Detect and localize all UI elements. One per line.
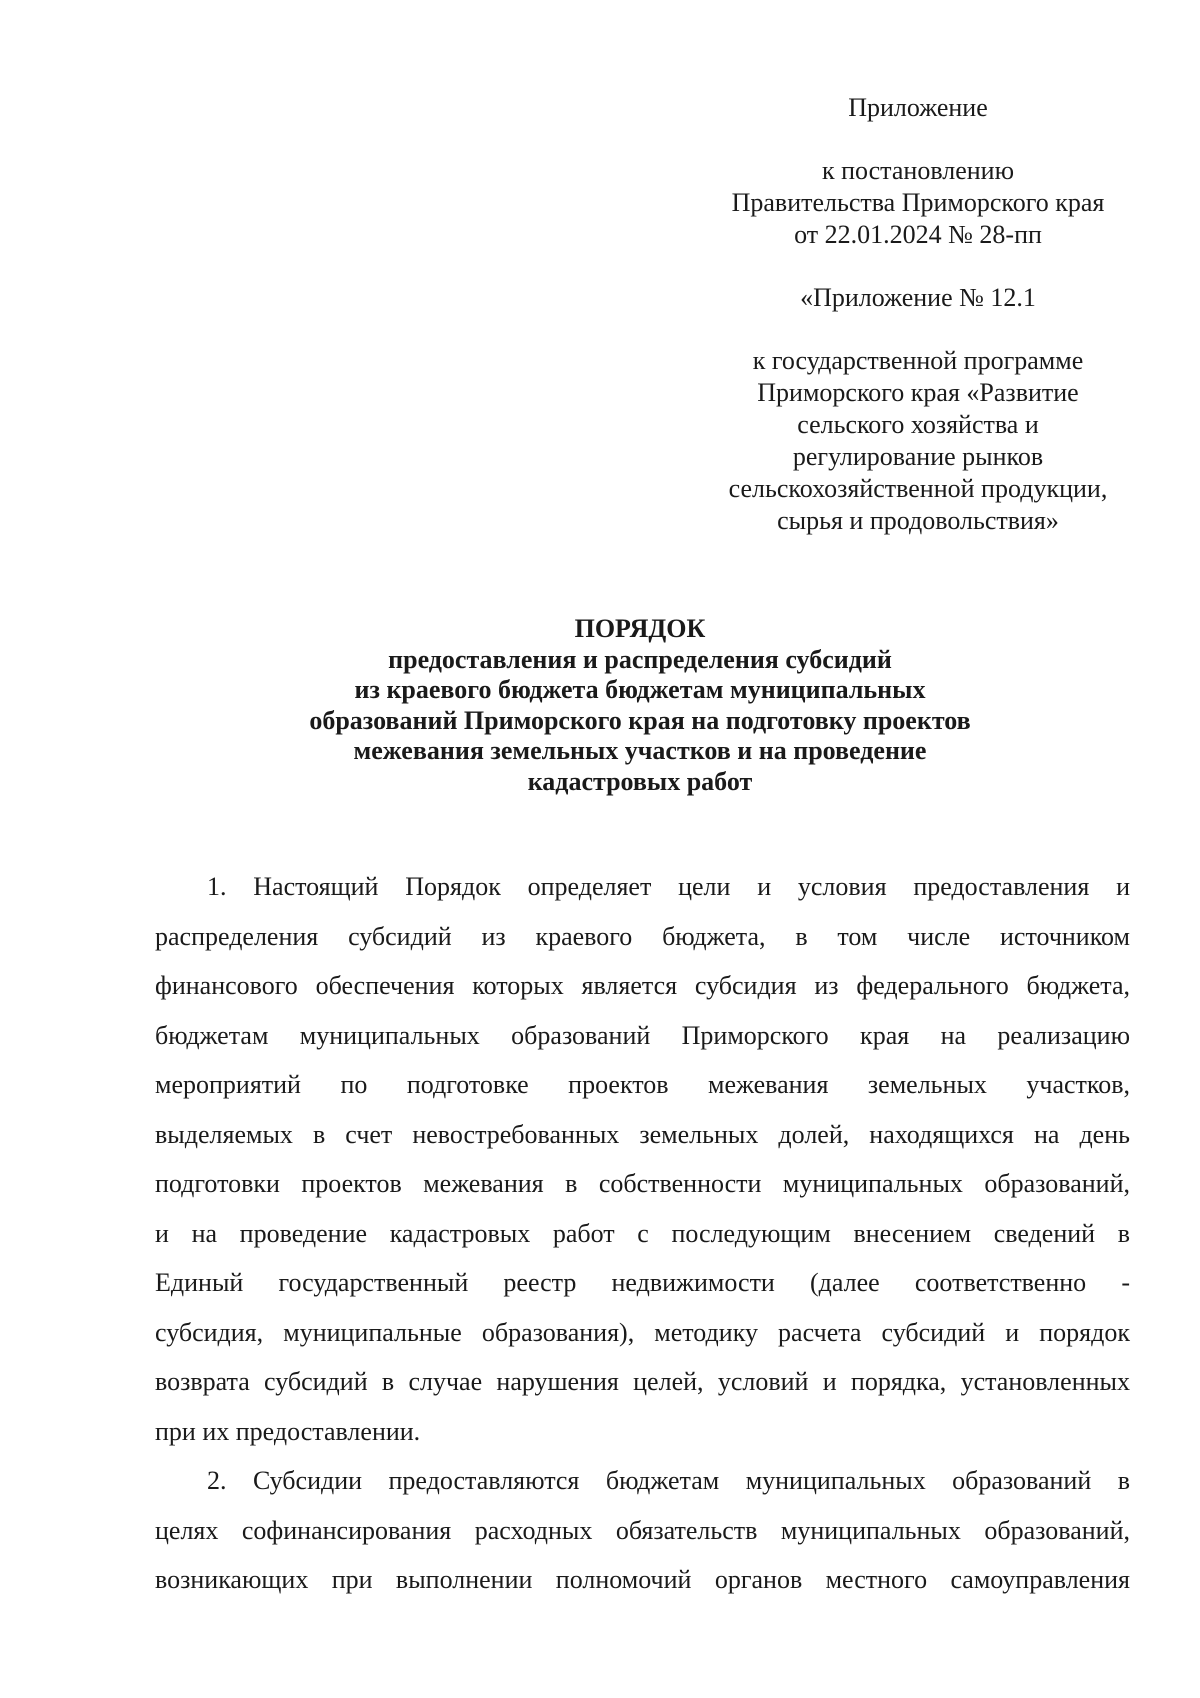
paragraph-2 xyxy=(155,1456,1130,1605)
program-line: Приморского края «Развитие xyxy=(757,378,1079,407)
paragraph-line: бюджетам муниципальных образований Приморского края на реализацию xyxy=(155,1020,1130,1050)
program-line: сельского хозяйства и xyxy=(797,410,1039,439)
program-line: сельскохозяйственной продукции, xyxy=(728,474,1108,503)
appendix-header xyxy=(698,92,1138,537)
paragraph-line: финансового обеспечения которых является субсидия из федерального бюджета, xyxy=(155,971,1130,1000)
paragraph-line: и на проведение кадастровых работ с последующим внесением сведений в xyxy=(155,1218,1130,1248)
paragraph-line: подготовки проектов межевания в собственности муниципальных образований, xyxy=(155,1169,1130,1198)
program-line: регулирование рынков xyxy=(792,442,1044,471)
title-subtitle-line: предоставления и распределения субсидий xyxy=(388,644,892,674)
paragraph-line: возврата субсидий в случае нарушения целей, условий и порядка, установленных xyxy=(155,1367,1130,1396)
paragraph-line: при их предоставлении. xyxy=(155,1416,421,1446)
paragraph-line: возникающих при выполнении полномочий органов местного самоуправления xyxy=(155,1565,1130,1594)
appendix-number: «Приложение № 12.1 xyxy=(800,283,1036,312)
title-subtitle-line: из краевого бюджета бюджетам муниципальных xyxy=(354,675,926,704)
resolution-line: от 22.01.2024 № 28-пп xyxy=(794,220,1042,249)
paragraph-line: целях софинансирования расходных обязательств муниципальных образований, xyxy=(155,1515,1130,1545)
appendix-label: Приложение xyxy=(848,93,988,122)
program-line: сырья и продовольствия» xyxy=(777,506,1059,535)
program-line: к государственной программе xyxy=(752,346,1084,375)
resolution-line: Правительства Приморского края xyxy=(731,188,1105,217)
title-heading: ПОРЯДОК xyxy=(574,614,706,643)
resolution-line: к постановлению xyxy=(821,156,1015,185)
document-body xyxy=(155,862,1130,1605)
paragraph-line: мероприятий по подготовке проектов межевания земельных участков, xyxy=(155,1070,1130,1099)
paragraph-line: 2. Субсидии предоставляются бюджетам муниципальных образований в xyxy=(207,1466,1130,1495)
paragraph-1 xyxy=(155,862,1130,1456)
document-title xyxy=(150,614,1130,797)
paragraph-line: субсидия, муниципальные образования), методику расчета субсидий и порядок xyxy=(155,1317,1130,1347)
paragraph-line: распределения субсидий из краевого бюджета, в том числе источником xyxy=(155,921,1130,951)
title-subtitle-line: образований Приморского края на подготовку проектов xyxy=(309,705,971,735)
paragraph-line: выделяемых в счет невостребованных земельных долей, находящихся на день xyxy=(155,1119,1130,1149)
paragraph-line: Единый государственный реестр недвижимости (далее соответственно - xyxy=(155,1268,1130,1297)
title-subtitle-line: межевания земельных участков и на проведение xyxy=(353,736,927,765)
title-subtitle-line: кадастровых работ xyxy=(527,766,753,796)
paragraph-line: 1. Настоящий Порядок определяет цели и условия предоставления и xyxy=(207,872,1130,901)
